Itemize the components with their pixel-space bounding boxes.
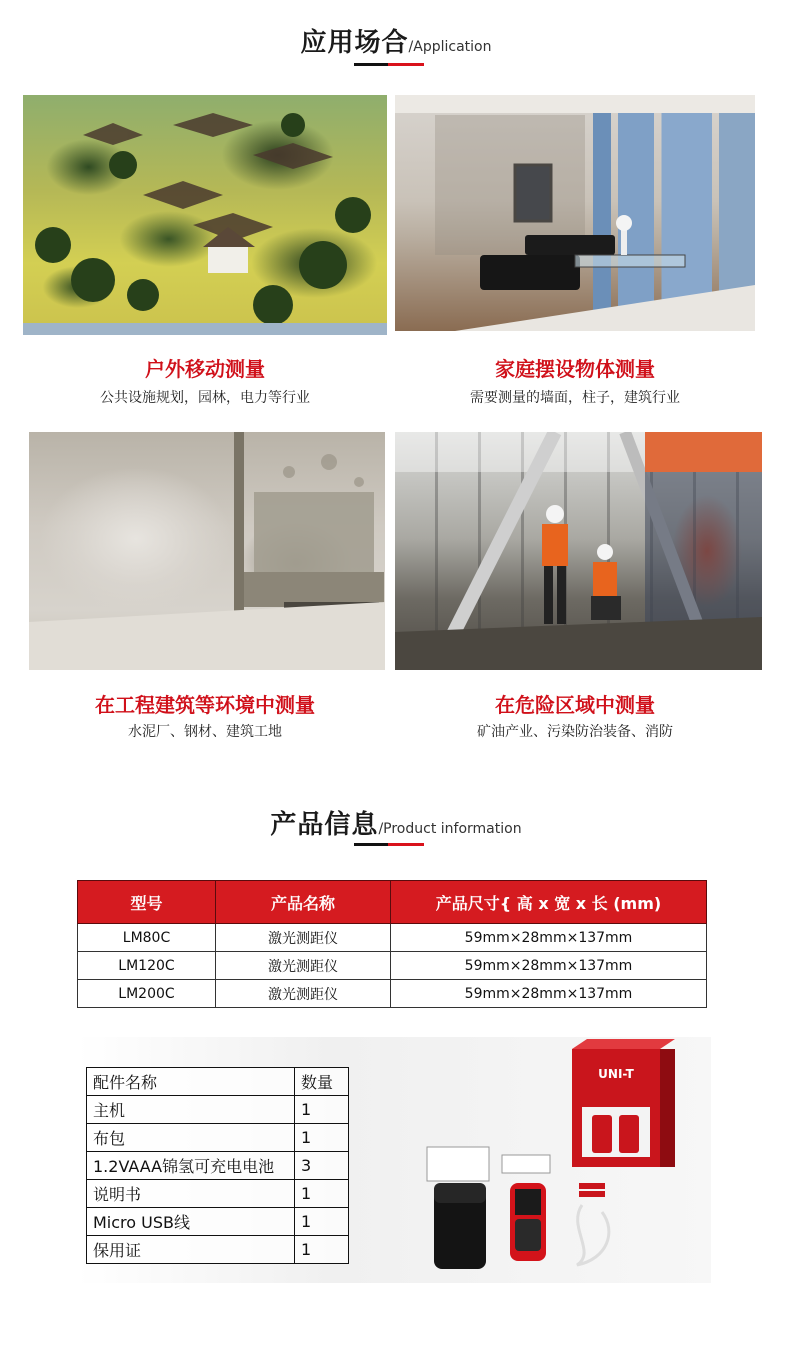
living-room-illustration — [395, 95, 755, 331]
dimensions-cell: 59mm×28mm×137mm — [391, 952, 707, 980]
scene-4-subtitle: 矿油产业、污染防治装备、消防 — [477, 724, 673, 740]
table-row — [78, 952, 707, 980]
dimensions-cell: 59mm×28mm×137mm — [391, 980, 707, 1008]
product-info-section-title — [0, 804, 792, 841]
photo-drilling-site — [29, 432, 385, 670]
header-quantity: 数量 — [295, 1068, 349, 1096]
application-title-underline — [354, 63, 424, 66]
table-row — [87, 1236, 349, 1264]
scene-2-subtitle: 需要测量的墙面，柱子，建筑行业 — [470, 390, 680, 406]
dimensions-cell: 59mm×28mm×137mm — [391, 924, 707, 952]
table-row — [78, 924, 707, 952]
photo-construction-site — [395, 432, 762, 670]
accessory-name-cell: 布包 — [87, 1124, 295, 1152]
table-row — [87, 1208, 349, 1236]
product-table-header-row — [78, 881, 707, 924]
scene-1-subtitle: 公共设施规划，园林，电力等行业 — [100, 390, 310, 406]
model-cell: LM200C — [78, 980, 216, 1008]
product-name-cell: 激光测距仪 — [216, 952, 391, 980]
scene-3-title: 在工程建筑等环境中测量 — [95, 693, 315, 717]
application-title-en: /Application — [408, 39, 492, 55]
accessory-name-cell: 主机 — [87, 1096, 295, 1124]
product-name-cell: 激光测距仪 — [216, 980, 391, 1008]
table-row — [78, 980, 707, 1008]
quantity-cell: 1 — [295, 1236, 349, 1264]
table-row — [87, 1180, 349, 1208]
application-title-cn: 应用场合 — [300, 28, 409, 58]
accessory-name-cell: 1.2VAAA锦氢可充电电池 — [87, 1152, 295, 1180]
accessory-name-cell: Micro USB线 — [87, 1208, 295, 1236]
photo-garden-model — [23, 95, 387, 335]
product-name-cell: 激光测距仪 — [216, 924, 391, 952]
garden-illustration — [23, 95, 387, 335]
box-brand-label: UNI-T — [598, 1067, 634, 1081]
quantity-cell: 3 — [295, 1152, 349, 1180]
accessory-name-cell: 保用证 — [87, 1236, 295, 1264]
photo-living-room — [395, 95, 755, 331]
quantity-cell: 1 — [295, 1096, 349, 1124]
table-row — [87, 1152, 349, 1180]
accessory-header-row — [87, 1068, 349, 1096]
accessory-name-cell: 说明书 — [87, 1180, 295, 1208]
table-row — [87, 1096, 349, 1124]
application-section-title — [0, 22, 792, 59]
product-info-title-en: /Product information — [378, 821, 522, 837]
product-info-title-cn: 产品信息 — [270, 810, 379, 840]
scene-2-title: 家庭摆设物体测量 — [495, 357, 655, 381]
header-product-name: 产品名称 — [216, 881, 391, 924]
product-spec-table — [77, 880, 707, 1008]
construction-illustration — [395, 432, 762, 670]
scene-1-title: 户外移动测量 — [145, 357, 265, 381]
quantity-cell: 1 — [295, 1180, 349, 1208]
header-accessory-name: 配件名称 — [87, 1068, 295, 1096]
scene-3-subtitle: 水泥厂、钢材、建筑工地 — [128, 724, 282, 740]
quantity-cell: 1 — [295, 1208, 349, 1236]
header-model: 型号 — [78, 881, 216, 924]
accessory-table — [86, 1067, 349, 1264]
model-cell: LM120C — [78, 952, 216, 980]
product-info-title-underline — [354, 843, 424, 846]
drilling-illustration — [29, 432, 385, 670]
table-row — [87, 1124, 349, 1152]
quantity-cell: 1 — [295, 1124, 349, 1152]
model-cell: LM80C — [78, 924, 216, 952]
scene-4-title: 在危险区域中测量 — [495, 693, 655, 717]
header-dimensions: 产品尺寸{ 高 x 宽 x 长 (mm) — [391, 881, 707, 924]
